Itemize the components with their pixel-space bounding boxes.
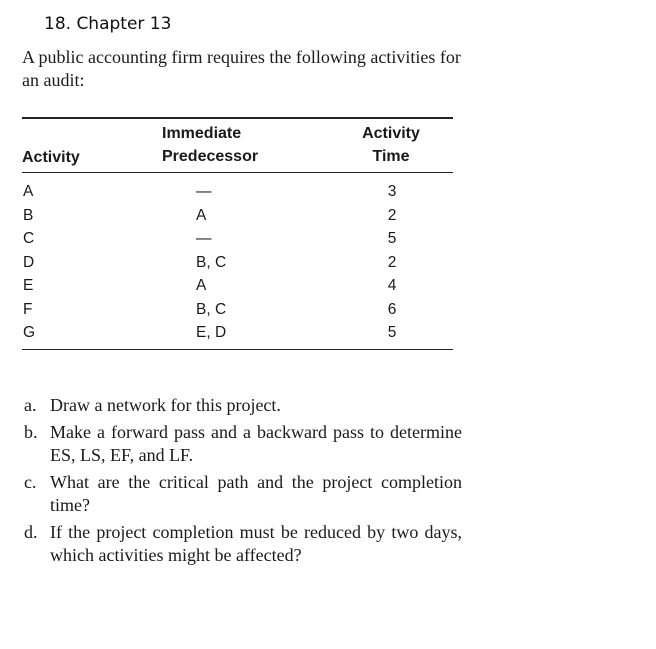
activity-cell: D — [23, 253, 35, 271]
question-text: Make a forward pass and a backward pass to determine ES, LS, EF, and LF. — [50, 422, 462, 465]
activity-header: Activity — [22, 149, 80, 166]
question-label: b. — [24, 422, 38, 442]
question-item — [22, 421, 462, 467]
predecessor-cell: B, C — [196, 253, 227, 271]
predecessor-header — [162, 122, 258, 168]
question-list — [22, 394, 462, 571]
question-text: What are the critical path and the project completion time? — [50, 472, 462, 515]
time-cell: 5 — [387, 230, 397, 247]
predecessor-cell: B, C — [196, 300, 227, 318]
question-label: a. — [24, 395, 37, 415]
activity-cell: B — [23, 206, 34, 224]
activity-cell: E — [23, 277, 34, 294]
question-text: Draw a network for this project. — [50, 395, 281, 415]
time-header-line1: Activity — [362, 125, 420, 142]
activity-cell: F — [23, 300, 33, 318]
time-cell: 6 — [387, 300, 397, 318]
question-label: c. — [24, 472, 37, 492]
predecessor-cell: E, D — [196, 324, 227, 341]
activity-column — [23, 180, 35, 345]
predecessor-cell: — — [196, 183, 212, 200]
time-column — [378, 180, 406, 345]
activity-cell: A — [23, 183, 34, 200]
table-bottom-rule — [22, 349, 453, 350]
problem-intro: A public accounting firm requires the following activities for an audit: — [22, 47, 461, 90]
time-cell: 5 — [387, 324, 397, 341]
activity-cell: G — [23, 324, 36, 341]
predecessor-column — [196, 180, 226, 345]
time-cell: 2 — [387, 206, 397, 224]
predecessor-cell: A — [196, 277, 207, 294]
time-cell: 2 — [387, 253, 397, 271]
predecessor-cell: — — [196, 230, 212, 247]
predecessor-cell: A — [196, 206, 207, 224]
table-top-rule — [22, 117, 453, 119]
time-header — [355, 122, 427, 168]
activity-cell: C — [23, 230, 35, 247]
predecessor-header-line1: Immediate — [162, 125, 242, 142]
table-header-rule — [22, 172, 453, 173]
question-item — [22, 521, 462, 567]
question-label: d. — [24, 522, 38, 542]
predecessor-header-line2: Predecessor — [162, 148, 259, 165]
time-cell: 3 — [387, 183, 397, 200]
time-cell: 4 — [387, 277, 397, 294]
question-text: If the project completion must be reduced by two days, which activities might be affected? — [50, 522, 462, 565]
time-header-line2: Time — [372, 148, 410, 165]
problem-heading: 18. Chapter 13 — [44, 14, 172, 34]
question-item — [22, 394, 462, 417]
question-item — [22, 471, 462, 517]
